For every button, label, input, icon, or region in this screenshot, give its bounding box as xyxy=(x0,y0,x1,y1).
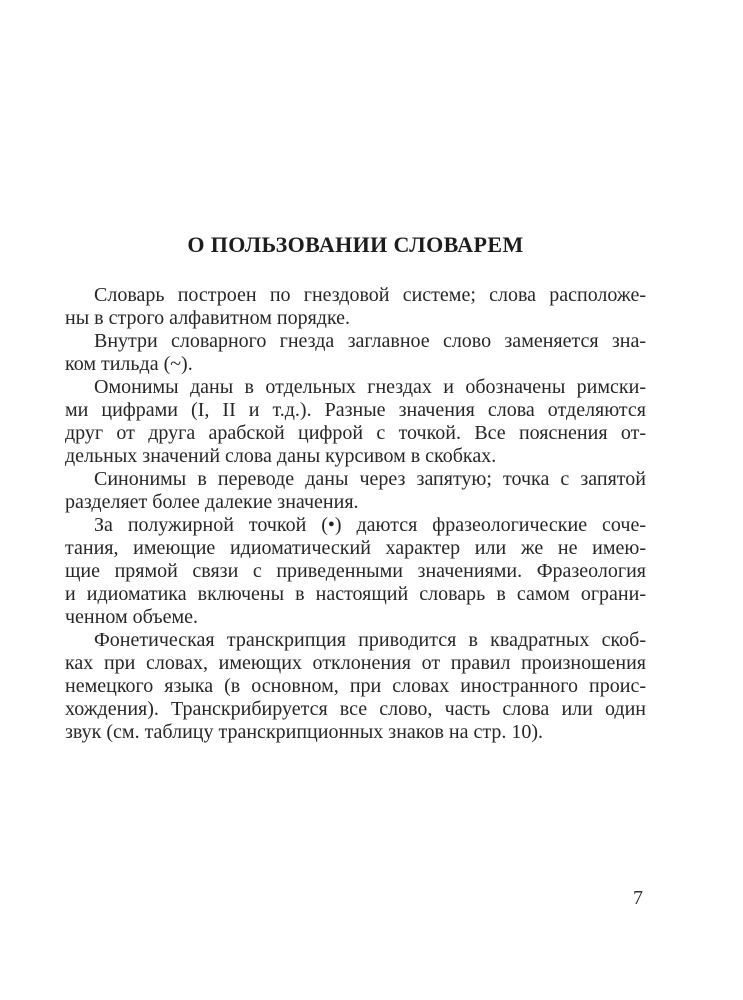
text-line: тания, имеющие идиоматический характер или же не имею- xyxy=(65,537,646,559)
text-line: хождения). Транскрибируется все слово, часть слова или один xyxy=(65,698,646,720)
text-line: ны в строго алфавитном порядке. xyxy=(65,307,351,329)
text-line: Фонетическая транскрипция приводится в квадратных скоб- xyxy=(94,629,646,651)
text-line: звук (см. таблицу транскрипционных знаков на стр. 10). xyxy=(65,721,544,743)
text-line: и идиоматика включены в настоящий словарь в самом ограни- xyxy=(65,583,646,605)
text-line: За полужирной точкой (•) даются фразеологические соче- xyxy=(94,514,646,536)
paragraph xyxy=(65,514,646,629)
text-line: ках при словах, имеющих отклонения от правил произношения xyxy=(65,652,646,674)
text-line: ми цифрами (I, II и т.д.). Разные значения слова отделяются xyxy=(65,399,646,421)
page-number: 7 xyxy=(633,887,643,909)
text-line: разделяет более далекие значения. xyxy=(65,491,359,513)
paragraph xyxy=(65,284,646,330)
text-line: немецкого языка (в основном, при словах иностранного проис- xyxy=(65,675,646,697)
body-text xyxy=(65,284,646,744)
paragraph xyxy=(65,376,646,468)
text-line: Внутри словарного гнезда заглавное слово заменяется зна- xyxy=(94,330,646,352)
text-line: ченном объеме. xyxy=(65,606,199,628)
text-line: дельных значений слова даны курсивом в скобках. xyxy=(65,445,497,467)
text-line: друг от друга арабской цифрой с точкой. Все пояснения от- xyxy=(65,422,646,444)
paragraph xyxy=(65,468,646,514)
page-title: О ПОЛЬЗОВАНИИ СЛОВАРЕМ xyxy=(187,232,524,257)
text-line: щие прямой связи с приведенными значениями. Фразеология xyxy=(65,560,646,582)
text-line: Синонимы в переводе даны через запятую; точка с запятой xyxy=(94,468,646,490)
paragraph xyxy=(65,330,646,376)
paragraph xyxy=(65,629,646,744)
text-line: ком тильда (~). xyxy=(65,353,193,375)
text-line: Словарь построен по гнездовой системе; слова расположе- xyxy=(94,284,646,306)
text-line: Омонимы даны в отдельных гнездах и обозначены римски- xyxy=(94,376,646,398)
